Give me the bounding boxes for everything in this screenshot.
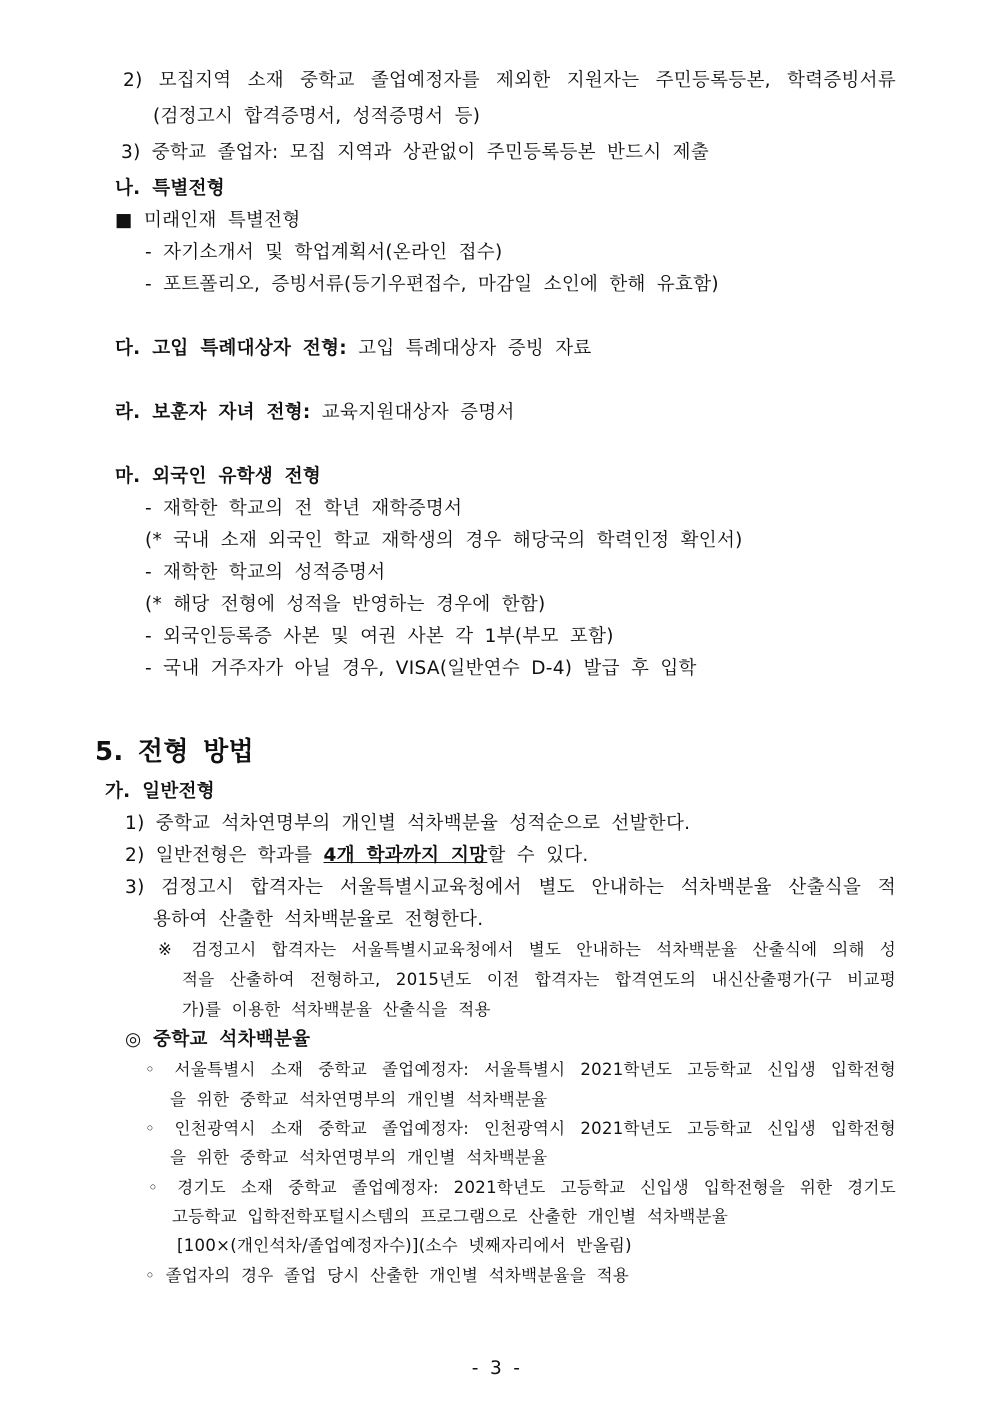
note: (* 국내 소재 외국인 학교 재학생의 경우 해당국의 학력인정 확인서) [145,530,743,551]
list-item: 을 위한 중학교 석차연명부의 개인별 석차백분율 [170,1090,548,1109]
text: 2) 일반전형은 학과를 [125,845,324,866]
section-line [115,401,515,425]
note: 적을 산출하여 전형하고, 2015년도 이전 합격자는 합격연도의 내신산출평가(구 비교평 [182,970,896,989]
list-item: ◦ 경기도 소재 중학교 졸업예정자: 2021학년도 고등학교 신입생 입학전형을 위한 경기도 [148,1178,896,1197]
text-line: (검정고시 합격증명서, 성적증명서 등) [153,106,481,127]
formula: [100×(개인석차/졸업예정자수)](소수 넷째자리에서 반올림) [177,1236,632,1255]
list-item: ◦ 서울특별시 소재 중학교 졸업예정자: 서울특별시 2021학년도 고등학교 신입생 입학전형 [145,1060,896,1079]
list-item: - 재학한 학교의 성적증명서 [145,562,386,583]
text-line: 1) 중학교 석차연명부의 개인별 석차백분율 성적순으로 선발한다. [125,813,691,834]
text-line: 용하여 산출한 석차백분율로 전형한다. [153,909,484,930]
text-line [125,844,589,868]
section-text: 고입 특례대상자 증빙 자료 [346,338,592,359]
list-item: - 재학한 학교의 전 학년 재학증명서 [145,498,463,519]
note: 가)를 이용한 석차백분율 산출식을 적용 [182,1000,491,1019]
subsection-heading: ◎ 중학교 석차백분율 [125,1029,311,1050]
section-heading: 나. 특별전형 [115,178,225,199]
list-item: - 외국인등록증 사본 및 여권 사본 각 1부(부모 포함) [145,626,614,647]
list-item: - 자기소개서 및 학업계획서(온라인 접수) [145,242,503,263]
text-line: 2) 모집지역 소재 중학교 졸업예정자를 제외한 지원자는 주민등록등본, 학력증빙서류 [123,70,896,91]
section-text: 교육지원대상자 증명서 [310,402,515,423]
chapter-heading: 5. 전형 방법 [95,737,254,767]
emphasis-text: 4개 학과까지 지망 [323,845,488,866]
text-line: 3) 중학교 졸업자: 모집 지역과 상관없이 주민등록등본 반드시 제출 [121,142,710,163]
list-item: 고등학교 입학전학포털시스템의 프로그램으로 산출한 개인별 석차백분율 [172,1207,729,1226]
section-heading: 라. 보훈자 자녀 전형: [115,402,311,423]
list-item: 을 위한 중학교 석차연명부의 개인별 석차백분율 [170,1148,548,1167]
section-heading: 다. 고입 특례대상자 전형: [115,338,347,359]
page-number: - 3 - [471,1358,521,1379]
text-line: 3) 검정고시 합격자는 서울특별시교육청에서 별도 안내하는 석차백분율 산출식을 적 [125,877,896,898]
list-item: ◦ 인천광역시 소재 중학교 졸업예정자: 인천광역시 2021학년도 고등학교 신입생 입학전형 [145,1119,896,1138]
list-item: - 포트폴리오, 증빙서류(등기우편접수, 마감일 소인에 한해 유효함) [145,274,719,295]
section-line [115,337,592,361]
subsection-heading: ■ 미래인재 특별전형 [115,210,301,231]
section-heading: 마. 외국인 유학생 전형 [115,466,322,487]
note: ※ 검정고시 합격자는 서울특별시교육청에서 별도 안내하는 석차백분율 산출식에 의해 성 [158,940,896,959]
text: 할 수 있다. [487,845,589,866]
section-heading: 가. 일반전형 [105,781,215,802]
note: (* 해당 전형에 성적을 반영하는 경우에 한함) [145,594,546,615]
list-item: - 국내 거주자가 아닐 경우, VISA(일반연수 D-4) 발급 후 입학 [145,658,697,679]
list-item: ◦ 졸업자의 경우 졸업 당시 산출한 개인별 석차백분율을 적용 [145,1266,630,1285]
